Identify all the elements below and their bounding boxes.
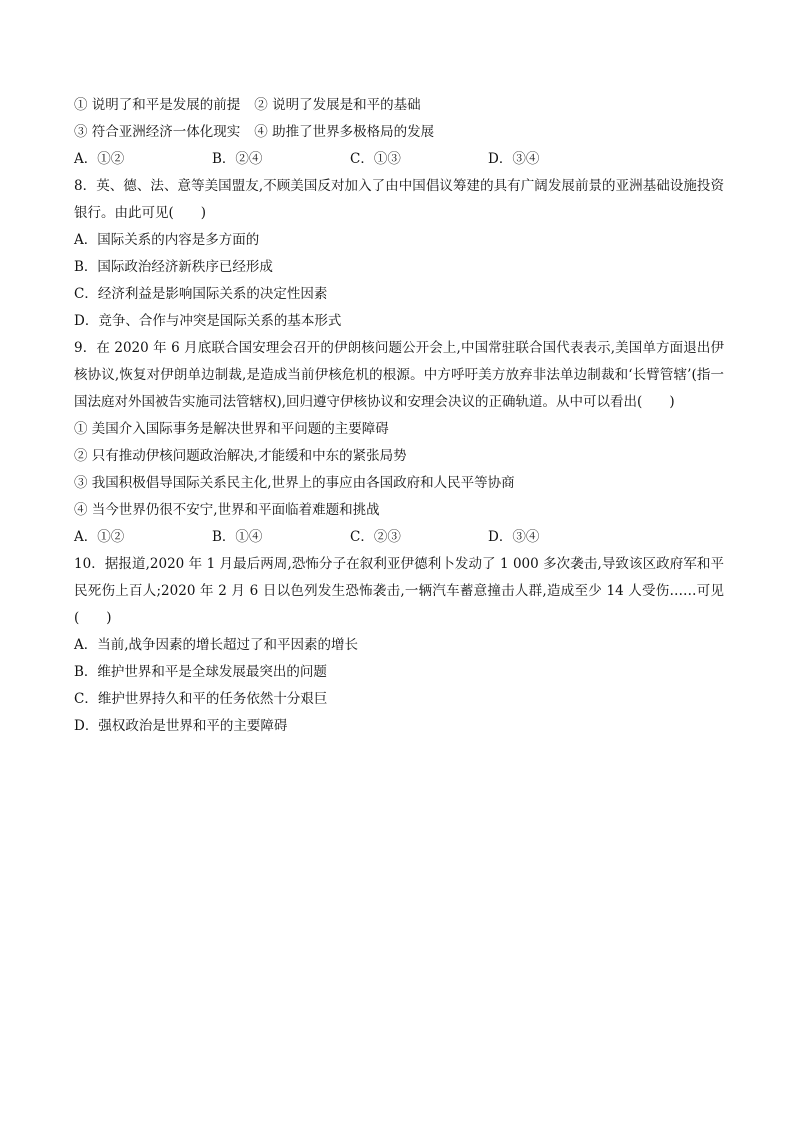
q7-statement-row-1 xyxy=(74,92,724,119)
q7-statement-row-2 xyxy=(74,119,724,146)
q7-statement-4: ④ 助推了世界多极格局的发展 xyxy=(254,124,435,140)
q10-option-c: C．维护世界持久和平的任务依然十分艰巨 xyxy=(74,691,328,707)
q7-statement-2: ② 说明了发展是和平的基础 xyxy=(254,97,421,113)
q7-option-d: D．③④ xyxy=(488,151,540,167)
q9-option-c: C．②③ xyxy=(350,529,401,545)
q10-option-a: A．当前,战争因素的增长超过了和平因素的增长 xyxy=(74,637,359,653)
q9-statement-1: ① 美国介入国际事务是解决世界和平问题的主要障碍 xyxy=(74,421,389,437)
q9-statement-3: ③ 我国积极倡导国际关系民主化,世界上的事应由各国政府和人民平等协商 xyxy=(74,475,515,491)
q9-option-b: B．①④ xyxy=(212,529,263,545)
q10-option-b: B．维护世界和平是全球发展最突出的问题 xyxy=(74,664,327,680)
q10-option-d: D．强权政治是世界和平的主要障碍 xyxy=(74,718,288,734)
q8-option-d: D．竞争、合作与冲突是国际关系的基本形式 xyxy=(74,313,342,329)
q8-option-c: C．经济利益是影响国际关系的决定性因素 xyxy=(74,286,328,302)
q9-statement-4: ④ 当今世界仍很不安宁,世界和平面临着难题和挑战 xyxy=(74,502,380,518)
q9-option-d: D．③④ xyxy=(488,529,540,545)
q9-option-a: A．①② xyxy=(74,529,125,545)
q7-option-b: B．②④ xyxy=(212,151,263,167)
q7-statement-1: ① 说明了和平是发展的前提 xyxy=(74,97,241,113)
q8-stem: 8．英、德、法、意等美国盟友,不顾美国反对加入了由中国倡议筹建的具有广阔发展前景的亚洲基础设施投资银行。由此可见( ) xyxy=(74,178,724,221)
exam-page xyxy=(74,92,724,740)
q8-option-a: A．国际关系的内容是多方面的 xyxy=(74,232,260,248)
q9-options xyxy=(74,524,724,551)
q7-option-a: A．①② xyxy=(74,151,125,167)
q7-option-c: C．①③ xyxy=(350,151,401,167)
q9-statement-2: ② 只有推动伊核问题政治解决,才能缓和中东的紧张局势 xyxy=(74,448,407,464)
q7-statement-3: ③ 符合亚洲经济一体化现实 xyxy=(74,124,241,140)
q7-options xyxy=(74,146,724,173)
q9-stem: 9．在 2020 年 6 月底联合国安理会召开的伊朗核问题公开会上,中国常驻联合国代表表示,美国单方面退出伊核协议,恢复对伊朗单边制裁,是造成当前伊核危机的根源。中方呼吁美方放弃非法单边制裁和‘长臂管辖’(指一国法庭对外国被告实施司法管辖权),回归遵守伊核协议和安理会决议的正确轨道。从中可以看出( ) xyxy=(74,340,724,410)
q8-option-b: B．国际政治经济新秩序已经形成 xyxy=(74,259,273,275)
q10-stem: 10．据报道,2020 年 1 月最后两周,恐怖分子在叙利亚伊德利卜发动了 1 000 多次袭击,导致该区政府军和平民死伤上百人;2020 年 2 月 6 日以色列发生恐怖袭击,一辆汽车蓄意撞击人群,造成至少 14 人受伤……可见( ) xyxy=(74,556,724,626)
